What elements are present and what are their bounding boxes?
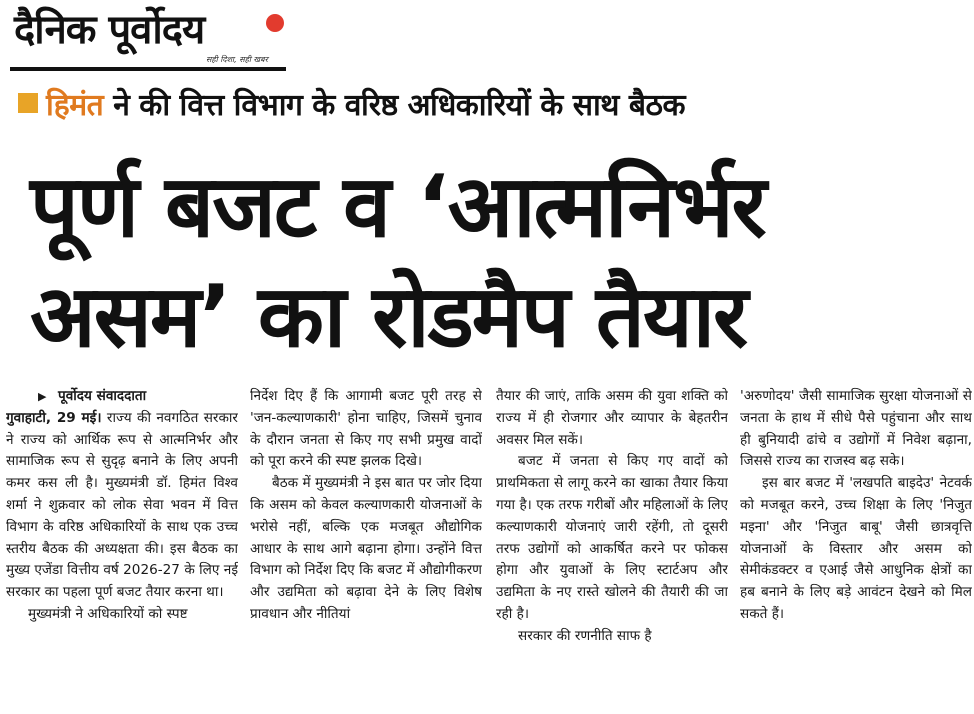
- masthead: [10, 4, 288, 76]
- byline-arrow-icon: ▶: [38, 390, 47, 403]
- article-paragraph: बजट में जनता से किए गए वादों को प्राथमिकता से लागू करने का खाका तैयार किया गया है। एक तरफ गरीबों और महिलाओं के लिए कल्याणकारी योजनाएं जारी रहेंगी, तो दूसरी तरफ उद्योगों को आकर्षित करने पर फोकस होगा और युवाओं के लिए स्टार्टअप और उद्यमिता के नए रास्ते खोलने की तैयारी की जा रही है।: [496, 453, 728, 622]
- article-paragraph: निर्देश दिए हैं कि आगामी बजट पूरी तरह से 'जन-कल्याणकारी' होना चाहिए, जिसमें चुनाव के दौरान जनता से किए गए सभी प्रमुख वादों को पूरा करने की स्पष्ट झलक दिखे।: [250, 388, 482, 470]
- article-column-3: [496, 386, 728, 714]
- headline-line-2: असम’ का रोडमैप तैयार: [30, 267, 747, 367]
- masthead-rule: [10, 67, 286, 71]
- article-paragraph: सरकार की रणनीति साफ है: [518, 627, 652, 644]
- headline: [30, 152, 960, 372]
- kicker-name: हिमंत: [46, 88, 104, 123]
- article-paragraph: बैठक में मुख्यमंत्री ने इस बात पर जोर दिया कि असम को केवल कल्याणकारी योजनाओं के भरोसे नहीं, बल्कि एक मजबूत औद्योगिक आधार के साथ आगे बढ़ाना होगा। उन्होंने वित्त विभाग को निर्देश दिए कि बजट में औद्योगीकरण और उद्यमिता को बढ़ावा देने के लिए विशेष प्रावधान और नीतियां: [250, 475, 482, 622]
- article-paragraph: इस बार बजट में 'लखपति बाइदेउ' नेटवर्क को मजबूत करने, उच्च शिक्षा के लिए 'निजुत मइना' और 'निजुत बाबू' जैसी छात्रवृत्ति योजनाओं के विस्तार और असम को सेमीकंडक्टर व एआई जैसे आधुनिक क्षेत्रों का हब बनाने के लिए बड़े आवंटन देखने को मिल सकते हैं।: [740, 475, 972, 622]
- byline: ▶ पूर्वोदय संवाददाता: [6, 386, 238, 408]
- kicker: [18, 86, 685, 126]
- newspaper-logo: दैनिक पूर्वोदय: [14, 6, 205, 53]
- logo-dot-icon: [266, 14, 284, 32]
- headline-line-1: पूर्ण बजट व ‘आत्मनिर्भर: [30, 157, 765, 257]
- article-paragraph: 'अरुणोदय' जैसी सामाजिक सुरक्षा योजनाओं से जनता के हाथ में सीधे पैसे पहुंचाना और साथ ही बुनियादी ढांचे व उद्योगों में निवेश बढ़ाना, जिससे राज्य का राजस्व बढ़ सके।: [740, 388, 972, 470]
- kicker-text: ने की वित्त विभाग के वरिष्ठ अधिकारियों के साथ बैठक: [103, 88, 685, 123]
- article-column-1: [6, 386, 238, 714]
- dateline: गुवाहाटी, 29 मई।: [6, 409, 102, 426]
- article-paragraph: मुख्यमंत्री ने अधिकारियों को स्पष्ट: [28, 605, 188, 622]
- article-column-4: [740, 386, 972, 714]
- article-paragraph: तैयार की जाएं, ताकि असम की युवा शक्ति को राज्य में ही रोजगार और व्यापार के बेहतरीन अवसर मिल सकें।: [496, 388, 728, 448]
- article-paragraph: गुवाहाटी, 29 मई। राज्य की नवगठित सरकार ने राज्य को आर्थिक रूप से आत्मनिर्भर और सामाजिक रूप से सुदृढ़ बनाने के लिए अपनी कमर कस ली है। मुख्यमंत्री डॉ. हिमंत विश्व शर्मा ने शुक्रवार को लोक सेवा भवन में वित्त विभाग के वरिष्ठ अधिकारियों के साथ एक उच्च स्तरीय बैठक की अध्यक्षता की। इस बैठक का मुख्य एजेंडा वित्तीय वर्ष 2026-27 के लिए नई सरकार का पहला पूर्ण बजट तैयार करना था।: [6, 409, 238, 601]
- kicker-square-icon: [18, 93, 38, 113]
- article-body: [0, 386, 974, 714]
- article-column-2: [250, 386, 482, 714]
- masthead-tagline: सही दिशा, सही खबर: [206, 55, 268, 64]
